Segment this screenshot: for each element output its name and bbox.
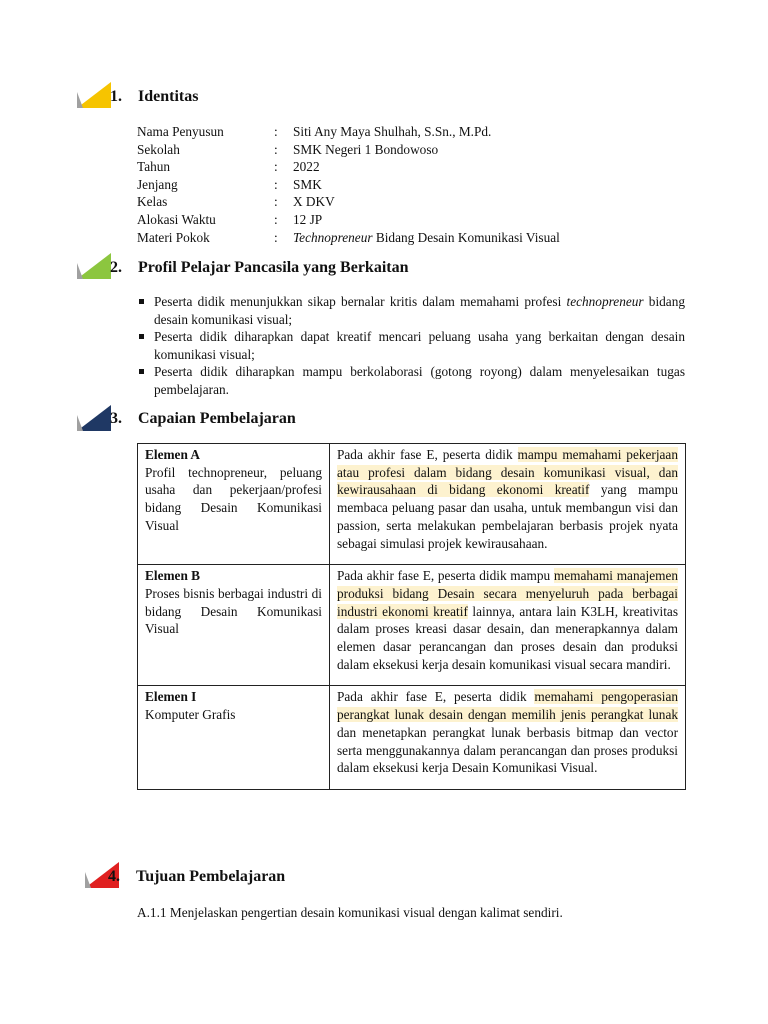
list-item — [137, 328, 685, 363]
section-title: Identitas — [138, 88, 199, 105]
bullet-text: Peserta didik diharapkan mampu berkolaborasi (gotong royong) dalam menyelesaikan tugas pembelajaran. — [154, 364, 685, 397]
table-row — [138, 444, 686, 565]
capaian-text: Pada akhir fase E, peserta didik — [337, 447, 518, 462]
section-title: Profil Pelajar Pancasila yang Berkaitan — [138, 259, 409, 276]
tujuan-item: A.1.1 Menjelaskan pengertian desain komunikasi visual dengan kalimat sendiri. — [137, 905, 563, 920]
capaian-highlight: memahami manajemen produksi bidang Desain secara menyeluruh pada berbagai industri ekonomi kreatif — [337, 568, 678, 619]
identity-colon: : — [274, 194, 278, 210]
list-item — [137, 363, 685, 398]
identity-value: 12 JP — [293, 212, 323, 227]
identity-value: Siti Any Maya Shulhah, S.Sn., M.Pd. — [293, 124, 492, 139]
bullet-text: Peserta didik menunjukkan sikap bernalar kritis dalam memahami profesi — [154, 294, 567, 309]
section-title: Tujuan Pembelajaran — [136, 868, 286, 885]
identity-colon: : — [274, 159, 278, 175]
identity-label: Kelas — [137, 194, 168, 210]
capaian-text: dan menetapkan perangkat lunak berbasis bitmap dan vector serta menggunakannya dalam perancangan dan proses produksi dalam eksekusi kerja Desain Komunikasi Visual. — [337, 724, 678, 776]
identity-label: Nama Penyusun — [137, 124, 224, 139]
elemen-title: Elemen B — [145, 568, 201, 584]
capaian-text-cell — [330, 565, 686, 686]
capaian-text-cell — [330, 686, 686, 790]
section-title: Capaian Pembelajaran — [138, 410, 296, 427]
table-row — [138, 686, 686, 790]
yellow-triangle-flag-icon — [77, 82, 111, 108]
identity-colon: : — [274, 141, 278, 157]
identity-value: 2022 — [293, 159, 320, 175]
capaian-text: Pada akhir fase E, peserta didik — [337, 689, 535, 705]
capaian-text: Pada akhir fase E, peserta didik mampu — [337, 568, 554, 584]
identity-colon: : — [274, 229, 278, 245]
section-number: 2. — [110, 259, 122, 276]
identity-value: X DKV — [293, 194, 335, 210]
capaian-highlight: mampu memahami pekerjaan atau profesi dalam bidang desain komunikasi visual, dan kewirausahaan di bidang ekonomi kreatif — [337, 447, 678, 498]
green-triangle-flag-icon — [77, 253, 111, 279]
elemen-title: Elemen A — [145, 447, 201, 462]
elemen-desc: Profil technopreneur, peluang usaha dan pekerjaan/profesi bidang Desain Komunikasi Visual — [145, 464, 322, 533]
identity-label: Tahun — [137, 159, 171, 175]
capaian-text: lainnya, antara lain K3LH, kreativitas dalam proses kreasi dasar desain, dan menerapkannya dalam elemen dasar perancangan dan proses desain dan produksi dalam eksekusi kerja desain komunikasi visual secara mandiri. — [337, 603, 678, 672]
identity-value-rest: Bidang Desain Komunikasi Visual — [372, 229, 560, 245]
section-heading-identitas — [110, 88, 198, 106]
elemen-cell — [138, 686, 330, 790]
section-heading-profil — [110, 259, 409, 277]
identity-colon: : — [274, 212, 278, 227]
bullet-icon — [139, 369, 144, 374]
identity-colon: : — [274, 124, 278, 139]
section-heading-capaian — [110, 410, 296, 428]
bullet-text: Peserta didik diharapkan dapat kreatif mencari peluang usaha yang berkaitan dengan desain komunikasi visual; — [154, 329, 685, 362]
identity-colon: : — [274, 176, 278, 192]
navy-triangle-flag-icon — [77, 405, 111, 431]
identity-label: Jenjang — [137, 176, 178, 192]
elemen-title: Elemen I — [145, 689, 197, 705]
bullet-icon — [139, 334, 144, 339]
section-number: 3. — [110, 410, 122, 427]
elemen-desc: Komputer Grafis — [145, 707, 236, 723]
identity-value: SMK — [293, 176, 322, 192]
bullet-text-italic: technopreneur — [566, 294, 644, 309]
section-number: 1. — [110, 88, 122, 105]
capaian-table — [137, 443, 686, 790]
capaian-text: yang mampu membaca peluang pasar dan usaha, untuk membangun visi dan passion, serta melakukan pembelajaran berbasis projek nyata sebagai simulasi projek kewirausahaan. — [337, 482, 678, 551]
elemen-cell — [138, 565, 330, 686]
profil-bullet-list — [137, 293, 685, 398]
identity-label: Sekolah — [137, 141, 180, 157]
section-heading-tujuan — [108, 868, 285, 886]
bullet-icon — [139, 299, 144, 304]
table-row — [138, 565, 686, 686]
capaian-text-cell — [330, 444, 686, 565]
elemen-desc: Proses bisnis berbagai industri di bidang Desain Komunikasi Visual — [145, 585, 322, 637]
identity-label: Materi Pokok — [137, 229, 210, 245]
list-item — [137, 293, 685, 328]
bullet-text: bidang desain komunikasi visual; — [154, 294, 685, 327]
identity-value — [293, 229, 560, 247]
identity-value-italic: Technopreneur — [293, 229, 373, 245]
section-number: 4. — [108, 868, 120, 885]
capaian-highlight: memahami pengoperasian perangkat lunak desain dengan memilih jenis perangkat lunak — [337, 689, 678, 723]
identity-value: SMK Negeri 1 Bondowoso — [293, 141, 439, 157]
identity-label: Alokasi Waktu — [137, 212, 216, 227]
elemen-cell — [138, 444, 330, 565]
